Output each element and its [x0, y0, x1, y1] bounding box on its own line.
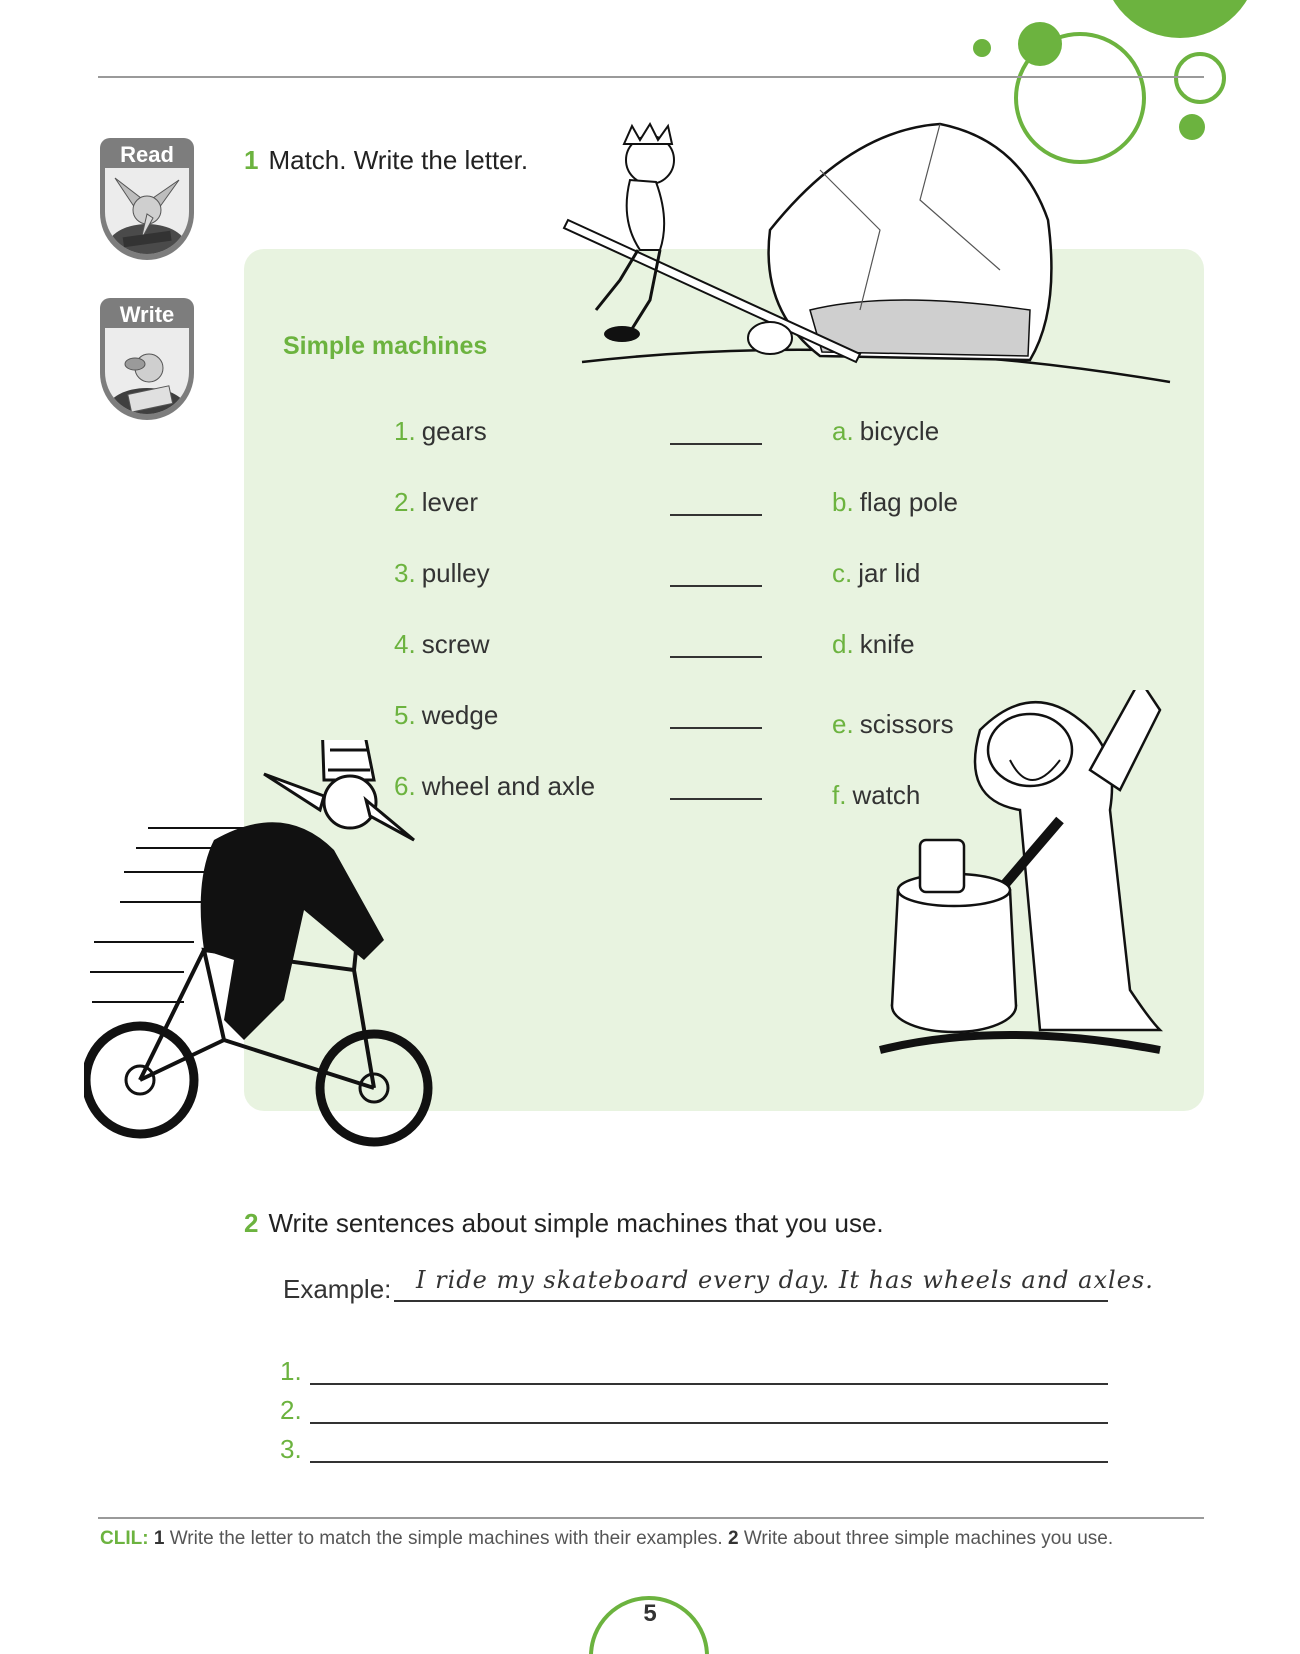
write-badge-label: Write [100, 298, 194, 332]
left-item: 1. gears [394, 416, 487, 446]
top-rule [98, 76, 1204, 78]
write-badge [100, 298, 194, 422]
left-item: 3. pulley [394, 558, 490, 588]
write-line-number: 1. [280, 1356, 302, 1386]
answer-blank-3[interactable] [670, 585, 762, 587]
answer-blank-4[interactable] [670, 656, 762, 658]
write-line-number: 3. [280, 1434, 302, 1464]
right-item: c. jar lid [832, 558, 921, 588]
example-label: Example: [283, 1274, 392, 1304]
exercise-1-number: 1 [244, 145, 259, 175]
right-item: f. watch [832, 780, 921, 810]
read-badge [100, 138, 194, 262]
right-item: e. scissors [832, 709, 954, 739]
right-item: d. knife [832, 629, 915, 659]
write-line-2[interactable] [310, 1422, 1108, 1424]
write-line-1[interactable] [310, 1383, 1108, 1385]
write-line-number: 2. [280, 1395, 302, 1425]
write-character-icon [105, 328, 189, 414]
exercise-2-number: 2 [244, 1208, 259, 1238]
example-sentence: I ride my skateboard every day. It has wheels and axles. [416, 1266, 1154, 1294]
bottom-rule [98, 1517, 1204, 1519]
panel-title: Simple machines [283, 332, 488, 360]
left-item: 2. lever [394, 487, 479, 517]
answer-blank-5[interactable] [670, 727, 762, 729]
exercise-1-instruction: Match. Write the letter. [268, 145, 529, 175]
clil-footer: CLIL: 1 Write the letter to match the simple machines with their examples. 2 Write about three simple machines you use. [100, 1528, 1114, 1549]
woodcutter-illustration [860, 690, 1190, 1110]
write-line-3[interactable] [310, 1461, 1108, 1463]
read-character-icon [105, 168, 189, 254]
right-item: a. bicycle [832, 416, 940, 446]
exercise-2-title [244, 1208, 884, 1239]
left-item: 4. screw [394, 629, 490, 659]
right-item: b. flag pole [832, 487, 958, 517]
answer-blank-2[interactable] [670, 514, 762, 516]
left-item: 6. wheel and axle [394, 771, 596, 801]
page-number: 5 [643, 1600, 657, 1627]
clil-label: CLIL: [100, 1528, 149, 1549]
read-badge-label: Read [100, 138, 194, 172]
exercise-2-instruction: Write sentences about simple machines that you use. [268, 1208, 884, 1238]
answer-blank-6[interactable] [670, 798, 762, 800]
exercise-1-title [244, 145, 528, 176]
example-line [394, 1300, 1108, 1302]
bicycle-rider-illustration [84, 740, 464, 1160]
answer-blank-1[interactable] [670, 443, 762, 445]
lever-illustration [560, 110, 1180, 390]
left-item: 5. wedge [394, 700, 499, 730]
